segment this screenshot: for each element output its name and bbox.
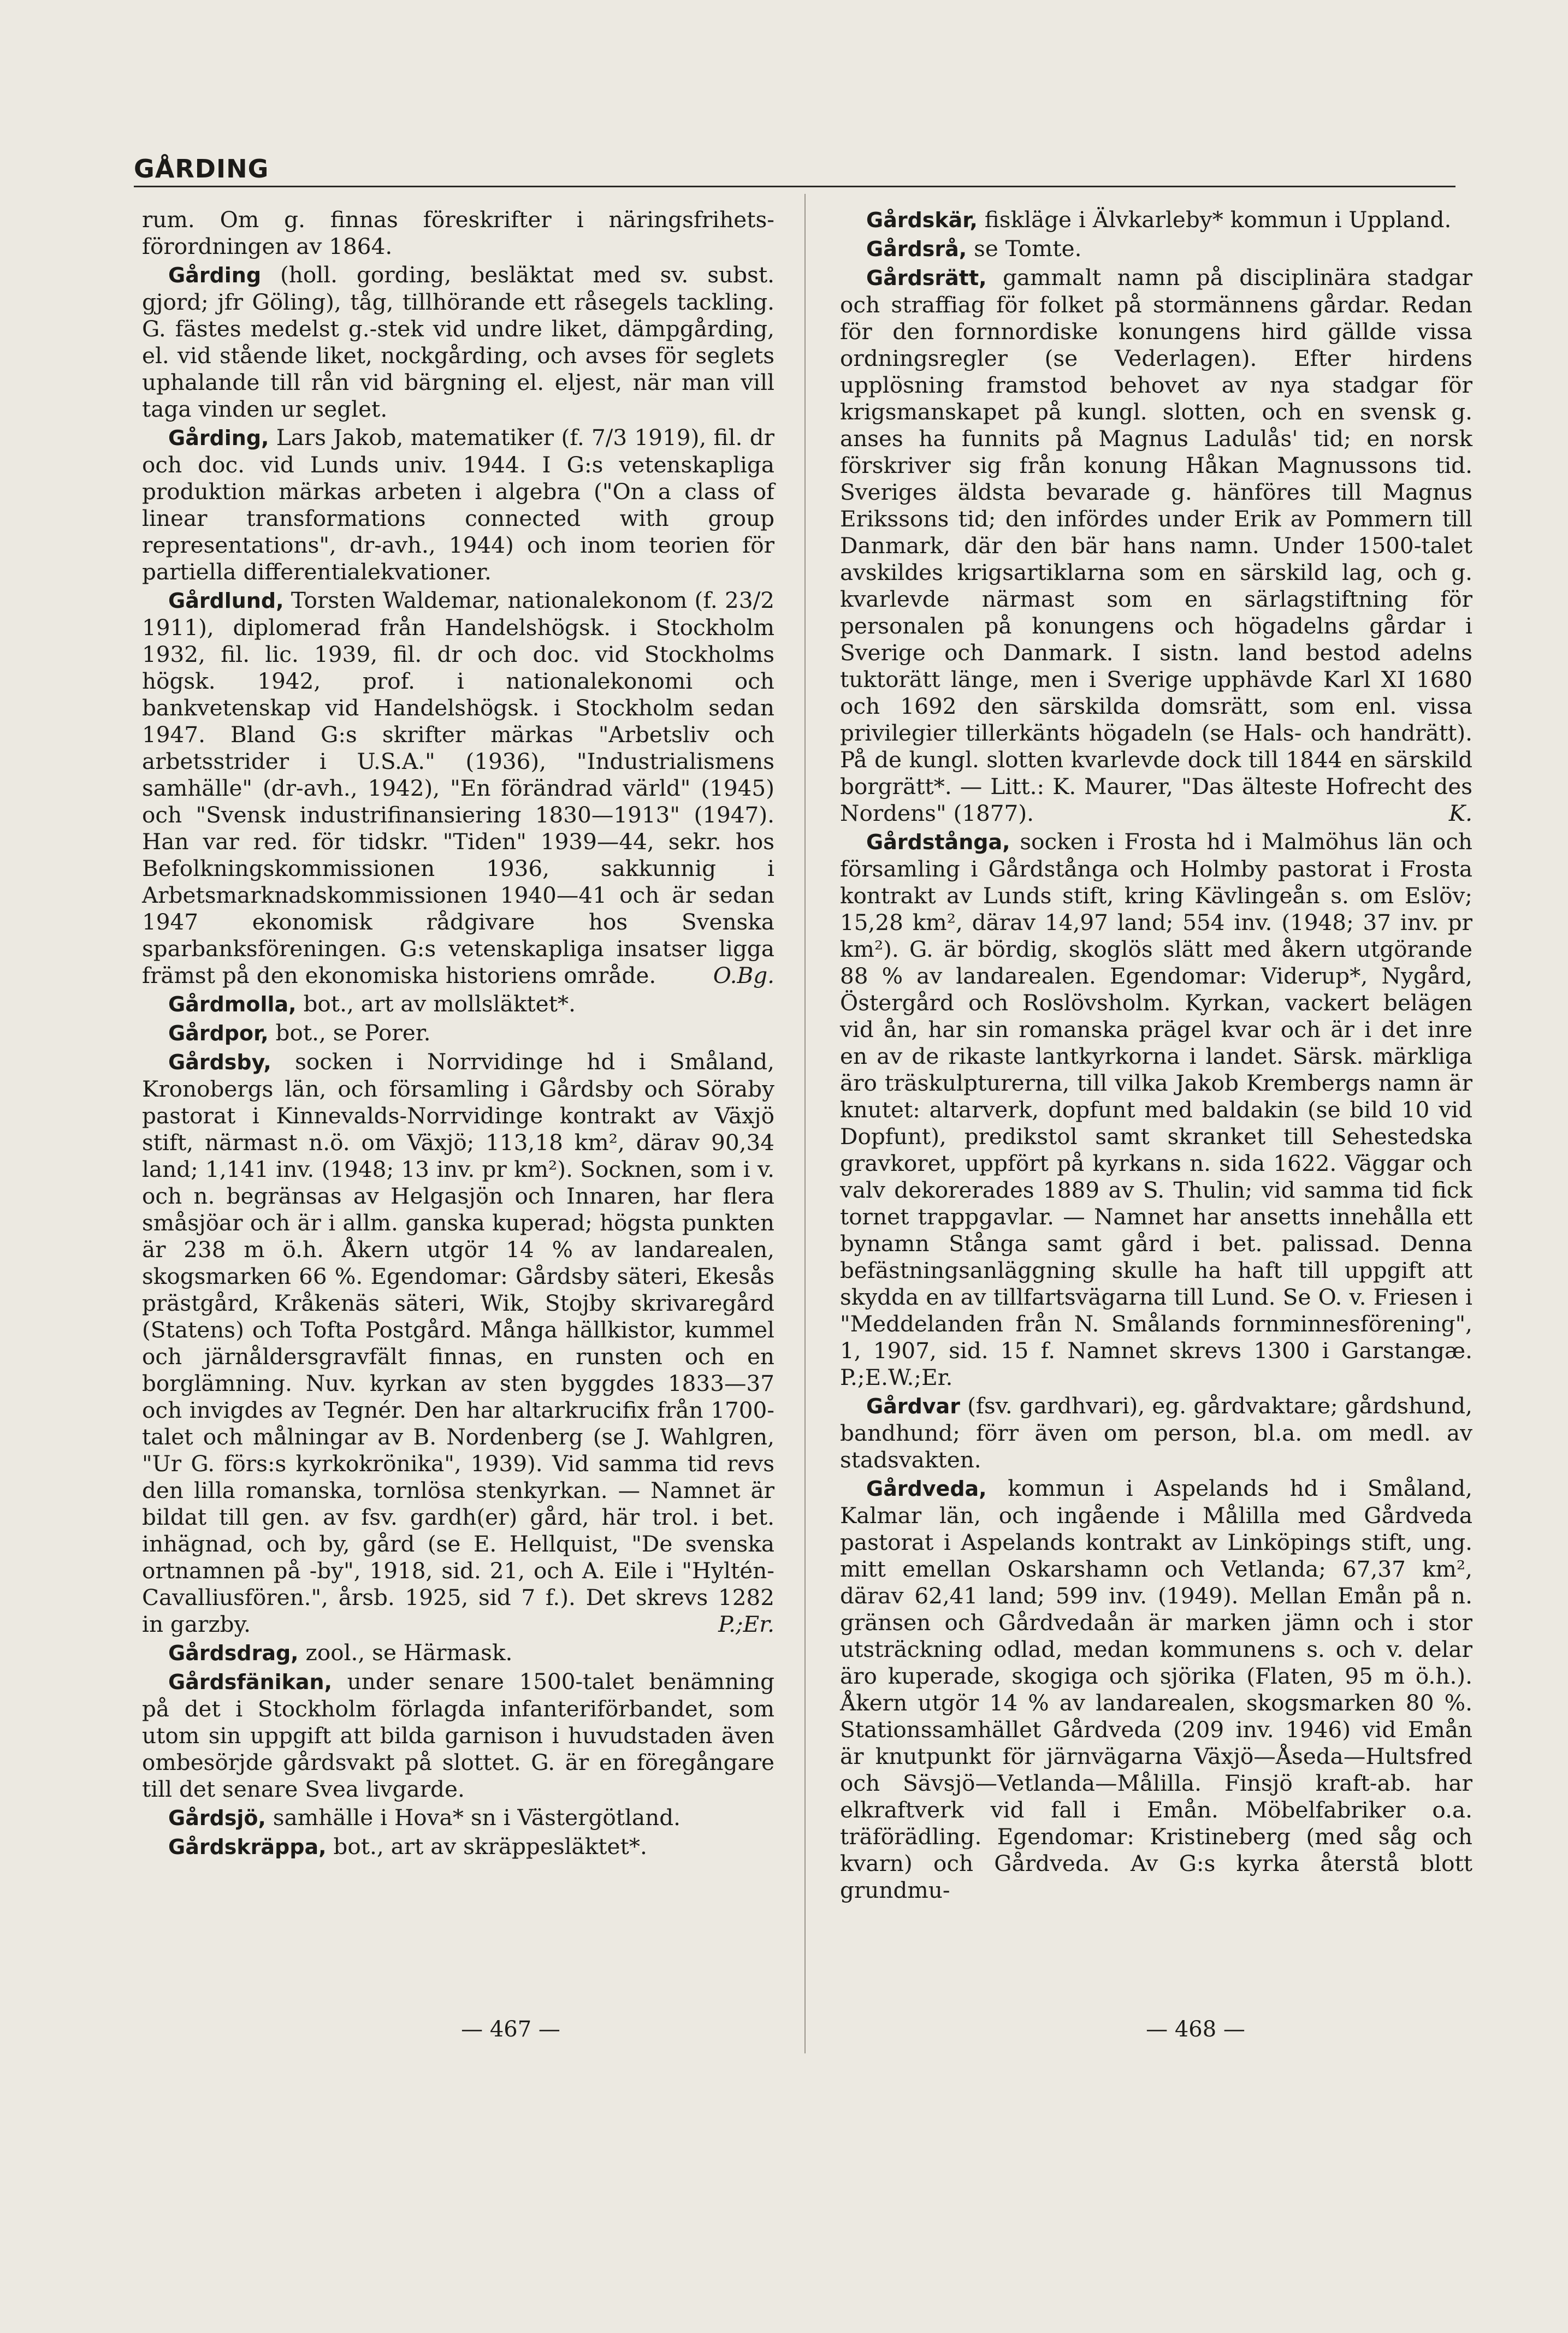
- entry-gardskrappa: Gårdskräppa, bot., art av skräppesläktet*.: [168, 1833, 647, 1860]
- entry-gardskar: Gårdskär, fiskläge i Älvkarleby* kommun i Uppland.: [866, 206, 1452, 233]
- headword: Gårdmolla,: [168, 992, 297, 1016]
- entry-gardsdrag: Gårdsdrag, zool., se Härmask.: [168, 1639, 513, 1666]
- headword: Gårding: [168, 263, 262, 287]
- entry-gardsfanikan: Gårdsfänikan, under senare 1500-talet benämning på det i Stockholm förlagda infanteriförbandet, som utom sin uppgift att bilda garnison i huvudstaden även ombesörjde gårdsvakt på slottet. G. är en föregångare till det senare Svea livgarde.: [142, 1668, 774, 1802]
- headword: Gårdveda,: [866, 1477, 987, 1501]
- author-signature: P.;Er.: [718, 1611, 774, 1637]
- entry-garding-lars: Gårding, Lars Jakob, matematiker (f. 7/3 1919), fil. dr och doc. vid Lunds univ. 1944. I G:s vetenskapliga produktion märkas arbeten i algebra ("On a class of linear transformations connected with group representations", dr-avh., 1944) och inom teorien för partiella differentialekvationer.: [142, 424, 774, 585]
- entry-gardpor: Gårdpor, bot., se Porer.: [168, 1020, 431, 1046]
- left-column: [142, 206, 774, 1862]
- headword: Gårding,: [168, 426, 269, 450]
- entry-gardsra: Gårdsrå, se Tomte.: [866, 235, 1082, 262]
- entry-gardvar: Gårdvar (fsv. gardhvari), eg. gårdvaktare; gårdshund, bandhund; förr även om person, bl.a. om medl. av stadsvakten.: [840, 1393, 1472, 1473]
- entry-gardlund: Gårdlund, Torsten Waldemar, nationalekonom (f. 23/2 1911), diplomerad från Handelshögsk. i Stockholm 1932, fil. lic. 1939, fil. dr och doc. vid Stockholms högsk. 1942, prof. i nationalekonomi och bankvetenskap vid Handelshögsk. i Stockholm sedan 1947. Bland G:s skrifter märkas "Arbetsliv och arbetsstrider i U.S.A." (1936), "Industrialismens samhälle" (dr-avh., 1942), "En förändrad värld" (1945) och "Svensk industrifinansiering 1830—1913" (1947). Han var red. för tidskr. "Tiden" 1939—44, sekr. hos Befolkningskommissionen 1936, sakkunnig i Arbetsmarknadskommissionen 1940—41 och är sedan 1947 ekonomisk rådgivare hos Svenska sparbanksföreningen. G:s vetenskapliga insatser ligga främst på den ekonomiska historiens område. O.Bg.: [142, 587, 774, 988]
- headword: Gårdsdrag,: [168, 1641, 299, 1665]
- header-rule: [134, 186, 1455, 187]
- page-number-right: — 468 —: [1146, 2017, 1245, 2042]
- author-signature: K.: [1448, 800, 1472, 826]
- headword: Gårdpor,: [168, 1021, 269, 1045]
- headword: Gårdsby,: [168, 1050, 271, 1074]
- headword: Gårdskräppa,: [168, 1835, 327, 1859]
- headword: Gårdstånga,: [866, 830, 1010, 854]
- entry-garding-tag: Gårding (holl. gording, besläktat med sv. subst. gjord; jfr Göling), tåg, tillhörande ett råsegels tackling. G. fästes medelst g.-stek vid undre liket, dämpgårding, el. vid stående liket, nockgårding, och avses för seglets uphalande till rån vid bärgning el. eljest, när man vill taga vinden ur seglet.: [142, 262, 774, 422]
- author-signature: O.Bg.: [713, 962, 774, 988]
- running-head: GÅRDING: [134, 154, 269, 183]
- entry-continuation: rum. Om g. finnas föreskrifter i näringsfrihets-förordningen av 1864.: [142, 206, 774, 259]
- headword: Gårdlund,: [168, 589, 284, 613]
- column-divider: [804, 194, 806, 2053]
- headword: Gårdsrå,: [866, 237, 967, 261]
- headword: Gårdsrätt,: [866, 266, 987, 290]
- entry-gardsjo: Gårdsjö, samhälle i Hova* sn i Västergötland.: [168, 1804, 681, 1831]
- entry-gardstanga: Gårdstånga, socken i Frosta hd i Malmöhus län och församling i Gårdstånga och Holmby pastorat i Frosta kontrakt av Lunds stift, kring Kävlingeån s. om Eslöv; 15,28 km², därav 14,97 land; 554 inv. (1948; 37 inv. pr km²). G. är bördig, skoglös slätt med åkern utgörande 88 % av landarealen. Egendomar: Viderup*, Nygård, Östergård och Roslövsholm. Kyrkan, vackert belägen vid ån, har sin romanska prägel kvar och är i det inre en av de rikaste lantkyrkorna i landet. Särsk. märkliga äro träskulpturerna, till vilka Jakob Krembergs namn är knutet: altarverk, dopfunt med baldakin (se bild 10 vid Dopfunt), predikstol samt skranket till Sehestedska gravkoret, uppfört på kyrkans n. sida 1622. Väggar och valv dekorerades 1889 av S. Thulin; vid samma tid fick tornet trappgavlar. — Namnet har ansetts innehålla ett bynamn Stånga samt gård i bet. palissad. Denna befästningsanläggning skulle ha haft till uppgift att skydda en av tillfartsvägarna till Lund. Se O. v. Friesen i "Meddelanden från N. Smålands fornminnesförening", 1, 1907, sid. 15 f. Namnet skrevs 1300 i Garstangæ. P.;E.W.;Er.: [840, 828, 1472, 1390]
- entry-gardsby: Gårdsby, socken i Norrvidinge hd i Småland, Kronobergs län, och församling i Gårdsby och Söraby pastorat i Kinnevalds-Norrvidinge kontrakt av Växjö stift, närmast n.ö. om Växjö; 113,18 km², därav 90,34 land; 1,141 inv. (1948; 13 inv. pr km²). Socknen, som i v. och n. begränsas av Helgasjön och Innaren, har flera småsjöar och är i allm. ganska kuperad; högsta punkten är 238 m ö.h. Åkern utgör 14 % av landarealen, skogsmarken 66 %. Egendomar: Gårdsby säteri, Ekesås prästgård, Kråkenäs säteri, Wik, Stojby skrivaregård (Statens) och Tofta Postgård. Många hällkistor, kummel och järnåldersgravfält finnas, en runsten och en borglämning. Nuv. kyrkan av sten byggdes 1833—37 och invigdes av Tegnér. Den har altarkrucifix från 1700-talet och målningar av B. Nordenberg (se J. Wahlgren, "Ur G. förs:s kyrkokrönika", 1939). Vid samma tid revs den lilla romanska, tornlösa stenkyrkan. — Namnet är bildat till gen. av fsv. gardh(er) gård, här trol. i bet. inhägnad, och by, gård (se E. Hellquist, "De svenska ortnamnen på -by", 1918, sid. 21, och A. Eile i "Hyltén-Cavalliusfören.", årsb. 1925, sid 7 f.). Det skrevs 1282 in garzby. P.;Er.: [142, 1049, 774, 1637]
- entry-gardveda: Gårdveda, kommun i Aspelands hd i Småland, Kalmar län, och ingående i Målilla med Gårdveda pastorat i Aspelands kontrakt av Linköpings stift, ung. mitt emellan Oskarshamn och Vetlanda; 67,37 km², därav 62,41 land; 599 inv. (1949). Mellan Emån på n. gränsen och Gårdvedaån är marken jämn och i stor utsträckning odlad, medan kommunens s. och v. delar äro kuperade, skogiga och sjörika (Flaten, 95 m ö.h.). Åkern utgör 14 % av landarealen, skogsmarken 80 %. Stationssamhället Gårdveda (209 inv. 1946) vid Emån är knutpunkt för järnvägarna Växjö—Åseda—Hultsfred och Sävsjö—Vetlanda—Målilla. Finsjö kraft-ab. har elkraftverk vid fall i Emån. Möbelfabriker o.a. träförädling. Egendomar: Kristineberg (med såg och kvarn) och Gårdveda. Av G:s kyrka återstå blott grundmu-: [840, 1475, 1472, 1903]
- entry-gardmolla: Gårdmolla, bot., art av mollsläktet*.: [168, 991, 576, 1017]
- page-number-left: — 467 —: [461, 2017, 560, 2042]
- headword: Gårdvar: [866, 1394, 960, 1418]
- headword: Gårdsjö,: [168, 1806, 266, 1830]
- headword: Gårdsfänikan,: [168, 1670, 333, 1694]
- entry-gardsratt: Gårdsrätt, gammalt namn på disciplinära stadgar och straffiag för folket på stormännens gårdar. Redan för den fornnordiske konungens hird gällde vissa ordningsregler (se Vederlagen). Efter hirdens upplösning framstod behovet av nya stadgar för krigsmanskapet på kungl. slotten, och en svensk g. anses ha funnits på Magnus Ladulås' tid; en norsk förskriver sig från konung Håkan Magnussons tid. Sveriges äldsta bevarade g. hänföres till Magnus Erikssons tid; den infördes under Erik av Pommern till Danmark, där den bär hans namn. Under 1500-talet avskildes krigsartiklarna som en särskild lag, och g. kvarlevde närmast som en särlagstiftning för personalen på konungens och högadelns gårdar i Sverige och Danmark. I sistn. land bestod adelns tuktorätt länge, men i Sverige upphävde Karl XI 1680 och 1692 den särskilda domsrätt, som enl. vissa privilegier tillerkänts högadeln (se Hals- och handrätt). På de kungl. slotten kvarlevde dock till 1844 en särskild borgrätt*. — Litt.: K. Maurer, "Das älteste Hofrecht des Nordens" (1877). K.: [840, 264, 1472, 826]
- headword: Gårdskär,: [866, 208, 978, 232]
- right-column: [840, 206, 1472, 1905]
